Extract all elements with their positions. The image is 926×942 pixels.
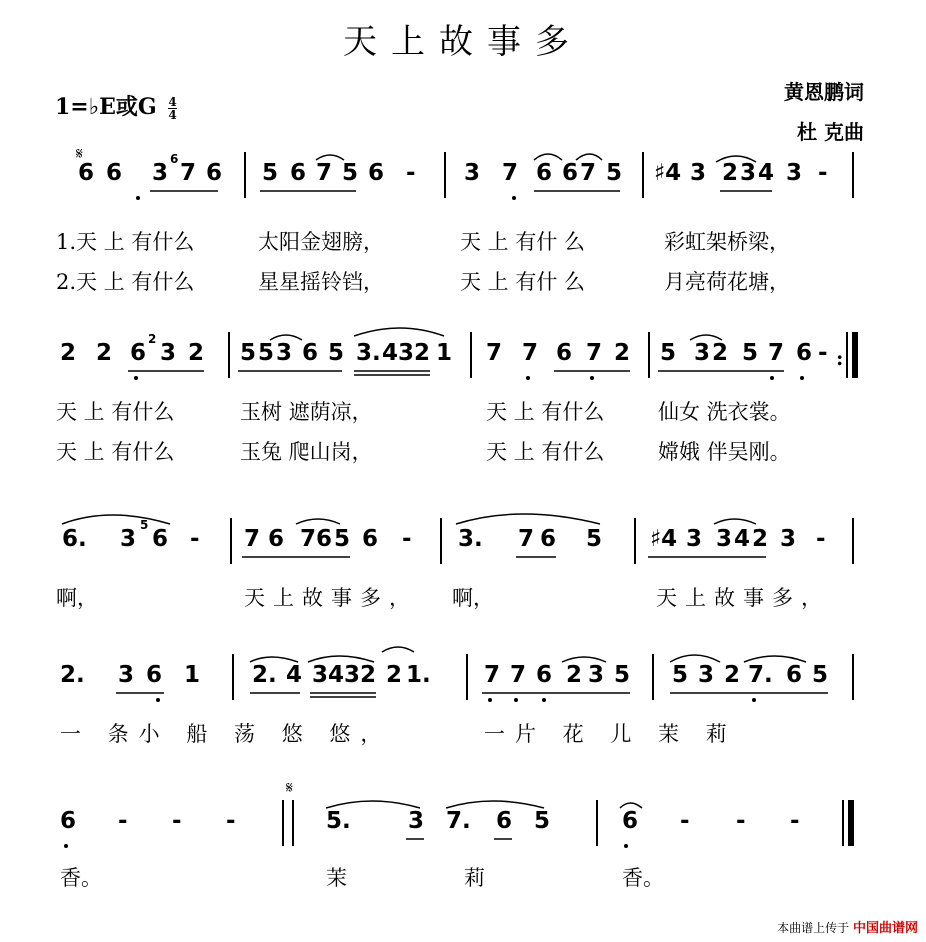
note: 2 — [60, 340, 77, 366]
note: 4 — [758, 160, 775, 186]
note: 2. — [252, 662, 277, 688]
note: 3 — [716, 526, 733, 552]
lyric-phrase: 嫦娥 伴吴刚。 — [658, 440, 791, 464]
note: 6 — [368, 160, 385, 186]
note: 2. — [60, 662, 85, 688]
lyric-phrase: 莉 — [464, 866, 485, 890]
barline — [466, 654, 468, 700]
barline — [634, 518, 636, 564]
dash: - — [190, 526, 200, 552]
note: 5 — [334, 526, 351, 552]
key-text: 1=♭E或G — [55, 94, 157, 120]
note: 6 — [540, 526, 557, 552]
note: 6 — [316, 526, 333, 552]
final-barline — [852, 332, 858, 378]
note: 6 — [362, 526, 379, 552]
note: ♯4 — [650, 526, 678, 552]
note: 3. — [458, 526, 483, 552]
note: 7 — [316, 160, 333, 186]
lyric-phrase: 1.天 上 有什么 — [56, 230, 195, 254]
lyric-phrase: 一 条小 船 荡 悠 悠， — [60, 722, 392, 746]
lyric-phrase: 玉树 遮荫凉， — [240, 400, 373, 424]
segno-mark: 𝄋 — [286, 778, 293, 797]
note: 3 — [740, 160, 757, 186]
note: 7 — [522, 340, 539, 366]
note: 6 — [536, 160, 553, 186]
barline — [842, 800, 844, 846]
lyric-phrase: 天上故事多， — [244, 586, 418, 610]
note: 6 — [622, 808, 639, 834]
note: 5 — [660, 340, 677, 366]
composer-credit: 杜 克曲 — [797, 120, 864, 144]
note: 3 — [152, 160, 169, 186]
note: 4 — [382, 340, 399, 366]
dash: - — [818, 340, 828, 366]
note: 5 — [328, 340, 345, 366]
barline — [470, 332, 472, 378]
note: 5 — [586, 526, 603, 552]
barline — [244, 152, 246, 198]
barline — [852, 654, 854, 700]
notes-row-5 — [0, 800, 926, 840]
note: 6 — [78, 160, 95, 186]
barline — [596, 800, 598, 846]
dash: - — [226, 808, 236, 834]
footer-site-link[interactable]: 中国曲谱网 — [852, 921, 918, 936]
lyric-phrase: 天 上 有什么 — [486, 400, 605, 424]
note: 5 — [258, 340, 275, 366]
lyric-phrase: 玉兔 爬山岗， — [240, 440, 373, 464]
time-top: 4 — [168, 94, 177, 109]
lyric-phrase: 天 上 有什 么 — [460, 270, 586, 294]
note: 3 — [464, 160, 481, 186]
note: 6 — [562, 160, 579, 186]
note: 6 — [152, 526, 169, 552]
note: 7 — [180, 160, 197, 186]
note: 4 — [734, 526, 751, 552]
note: 6 — [556, 340, 573, 366]
note: 7 — [300, 526, 317, 552]
lyric-phrase: 2.天 上 有什么 — [56, 270, 195, 294]
note: 5 — [342, 160, 359, 186]
barline — [282, 800, 284, 846]
note: 6 — [268, 526, 285, 552]
grace-note: 5 — [140, 518, 149, 532]
segno-mark: 𝄋 — [76, 144, 83, 163]
note: 3 — [344, 662, 361, 688]
note: 6 — [302, 340, 319, 366]
dash: - — [818, 160, 828, 186]
lyric-phrase: 啊， — [56, 586, 98, 610]
dash: - — [680, 808, 690, 834]
note: 6 — [206, 160, 223, 186]
note: 3 — [276, 340, 293, 366]
note: 5 — [812, 662, 829, 688]
note: 7 — [518, 526, 535, 552]
barline — [642, 152, 644, 198]
barline — [440, 518, 442, 564]
note: 2 — [712, 340, 729, 366]
barline — [846, 332, 848, 378]
note: 4 — [286, 662, 303, 688]
note: 7 — [768, 340, 785, 366]
grace-note: 6 — [170, 152, 179, 166]
note: 4 — [328, 662, 345, 688]
note: 6 — [146, 662, 163, 688]
lyric-phrase: 星星摇铃铛， — [258, 270, 384, 294]
repeat-dots: : — [836, 346, 844, 370]
lyric-phrase: 天 上 有什 么 — [460, 230, 586, 254]
dash: - — [736, 808, 746, 834]
note: 7 — [580, 160, 597, 186]
notes-row-1 — [0, 152, 926, 192]
note: 7. — [446, 808, 471, 834]
note: 7 — [244, 526, 261, 552]
barline — [852, 518, 854, 564]
note: 6 — [106, 160, 123, 186]
lyric-phrase: 太阳金翅膀， — [258, 230, 384, 254]
time-signature — [168, 96, 176, 121]
lyric-phrase: 茉 — [326, 866, 347, 890]
barline — [444, 152, 446, 198]
note: 7 — [510, 662, 527, 688]
note: 3 — [786, 160, 803, 186]
site-footer — [777, 917, 918, 936]
time-bottom: 4 — [168, 107, 177, 122]
dash: - — [816, 526, 826, 552]
note: 3 — [160, 340, 177, 366]
note: 2 — [414, 340, 431, 366]
lyric-phrase: 彩虹架桥梁， — [664, 230, 790, 254]
note: 5 — [614, 662, 631, 688]
barline — [232, 654, 234, 700]
note: 7 — [486, 340, 503, 366]
note: 3 — [588, 662, 605, 688]
note: 2 — [724, 662, 741, 688]
note: ♯4 — [654, 160, 682, 186]
note: 6 — [496, 808, 513, 834]
note: 7 — [484, 662, 501, 688]
note: 5 — [606, 160, 623, 186]
note: 6 — [60, 808, 77, 834]
note: 3 — [690, 160, 707, 186]
lyric-phrase: 天 上 有什么 — [56, 400, 175, 424]
barline — [648, 332, 650, 378]
note: 3 — [694, 340, 711, 366]
note: 3 — [408, 808, 425, 834]
note: 2 — [752, 526, 769, 552]
note: 7. — [748, 662, 773, 688]
barline — [652, 654, 654, 700]
note: 2 — [722, 160, 739, 186]
notes-row-2 — [0, 332, 926, 372]
note: 2 — [386, 662, 403, 688]
barline — [228, 332, 230, 378]
lyric-phrase: 香。 — [622, 866, 664, 890]
final-barline — [848, 800, 854, 846]
dash: - — [118, 808, 128, 834]
note: 1. — [406, 662, 431, 688]
dash: - — [406, 160, 416, 186]
note: 3 — [118, 662, 135, 688]
note: 2 — [566, 662, 583, 688]
note: 7 — [586, 340, 603, 366]
note: 3 — [120, 526, 137, 552]
note: 6 — [786, 662, 803, 688]
barline — [852, 152, 854, 198]
note: 2 — [360, 662, 377, 688]
barline — [292, 800, 294, 846]
note: 1 — [184, 662, 201, 688]
note: 5 — [240, 340, 257, 366]
barline — [230, 518, 232, 564]
note: 2 — [188, 340, 205, 366]
dash: - — [402, 526, 412, 552]
lyric-phrase: 天 上 有什么 — [56, 440, 175, 464]
note: 1 — [436, 340, 453, 366]
note: 5 — [534, 808, 551, 834]
note: 2 — [614, 340, 631, 366]
dash: - — [172, 808, 182, 834]
note: 5. — [326, 808, 351, 834]
note: 2 — [96, 340, 113, 366]
dash: - — [790, 808, 800, 834]
lyric-phrase: 啊， — [452, 586, 494, 610]
lyric-phrase: 一片 花 儿 茉 莉 — [484, 722, 737, 746]
note: 5 — [742, 340, 759, 366]
note: 3 — [398, 340, 415, 366]
footer-prefix: 本曲谱上传于 — [777, 921, 850, 935]
note: 6 — [290, 160, 307, 186]
note: 6 — [130, 340, 147, 366]
note: 7 — [502, 160, 519, 186]
grace-note: 2 — [148, 332, 157, 346]
note: 3 — [698, 662, 715, 688]
note: 3 — [312, 662, 329, 688]
note: 3 — [686, 526, 703, 552]
song-title: 天上故事多 — [343, 22, 583, 62]
lyric-phrase: 月亮荷花塘， — [664, 270, 790, 294]
note: 6 — [536, 662, 553, 688]
key-signature — [55, 90, 177, 121]
note: 6 — [796, 340, 813, 366]
notes-row-3 — [0, 518, 926, 558]
note: 6. — [62, 526, 87, 552]
lyric-phrase: 香。 — [60, 866, 102, 890]
note: 3 — [780, 526, 797, 552]
lyric-phrase: 仙女 洗衣裳。 — [658, 400, 791, 424]
lyric-phrase: 天 上 有什么 — [486, 440, 605, 464]
lyricist-credit: 黄恩鹏词 — [784, 80, 864, 104]
notes-row-4 — [0, 654, 926, 694]
note: 5 — [672, 662, 689, 688]
lyric-phrase: 天上故事多， — [656, 586, 830, 610]
note: 3. — [356, 340, 381, 366]
note: 5 — [262, 160, 279, 186]
